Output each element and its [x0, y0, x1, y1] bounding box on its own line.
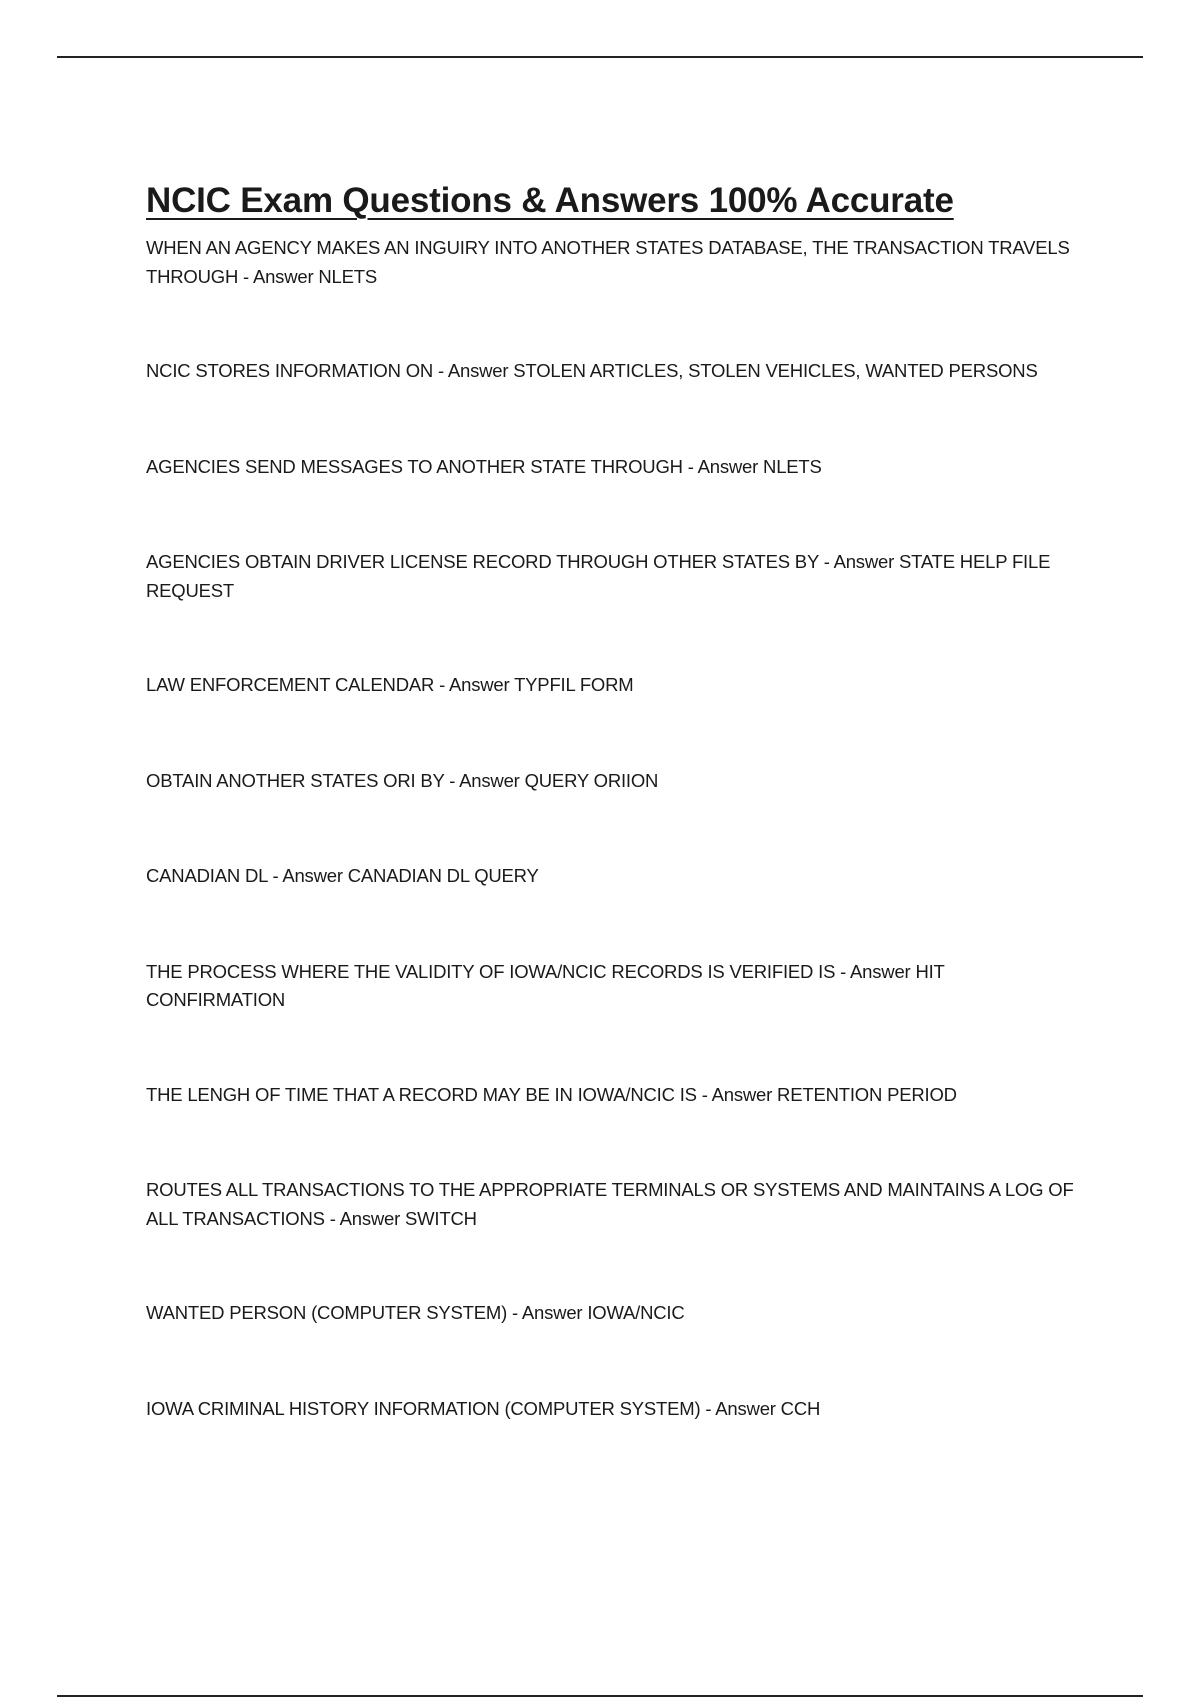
qa-item: THE PROCESS WHERE THE VALIDITY OF IOWA/NCIC RECORDS IS VERIFIED IS - Answer HIT CONFIRMATION	[146, 960, 945, 1010]
qa-item: CANADIAN DL - Answer CANADIAN DL QUERY	[146, 865, 539, 886]
qa-item: WANTED PERSON (COMPUTER SYSTEM) - Answer IOWA/NCIC	[146, 1302, 685, 1323]
qa-list	[146, 234, 1086, 1423]
qa-item: WHEN AN AGENCY MAKES AN INGUIRY INTO ANOTHER STATES DATABASE, THE TRANSACTION TRAVELS THROUGH - Answer NLETS	[146, 237, 1070, 287]
qa-item: NCIC STORES INFORMATION ON - Answer STOLEN ARTICLES, STOLEN VEHICLES, WANTED PERSONS	[146, 360, 1038, 381]
qa-item: THE LENGH OF TIME THAT A RECORD MAY BE IN IOWA/NCIC IS - Answer RETENTION PERIOD	[146, 1083, 957, 1105]
qa-item: ROUTES ALL TRANSACTIONS TO THE APPROPRIATE TERMINALS OR SYSTEMS AND MAINTAINS A LOG OF ALL TRANSACTIONS - Answer SWITCH	[146, 1179, 1074, 1229]
qa-item: LAW ENFORCEMENT CALENDAR - Answer TYPFIL FORM	[146, 674, 634, 695]
qa-item: OBTAIN ANOTHER STATES ORI BY - Answer QUERY ORIION	[146, 769, 659, 791]
qa-item: AGENCIES OBTAIN DRIVER LICENSE RECORD THROUGH OTHER STATES BY - Answer STATE HELP FILE REQUEST	[146, 551, 1051, 601]
document-body	[146, 178, 1086, 1490]
header-rule	[57, 56, 1143, 58]
qa-item: IOWA CRIMINAL HISTORY INFORMATION (COMPUTER SYSTEM) - Answer CCH	[146, 1397, 821, 1419]
footer-rule	[57, 1695, 1143, 1697]
qa-item: AGENCIES SEND MESSAGES TO ANOTHER STATE THROUGH - Answer NLETS	[146, 455, 822, 477]
document-title: NCIC Exam Questions & Answers 100% Accurate	[146, 181, 954, 220]
